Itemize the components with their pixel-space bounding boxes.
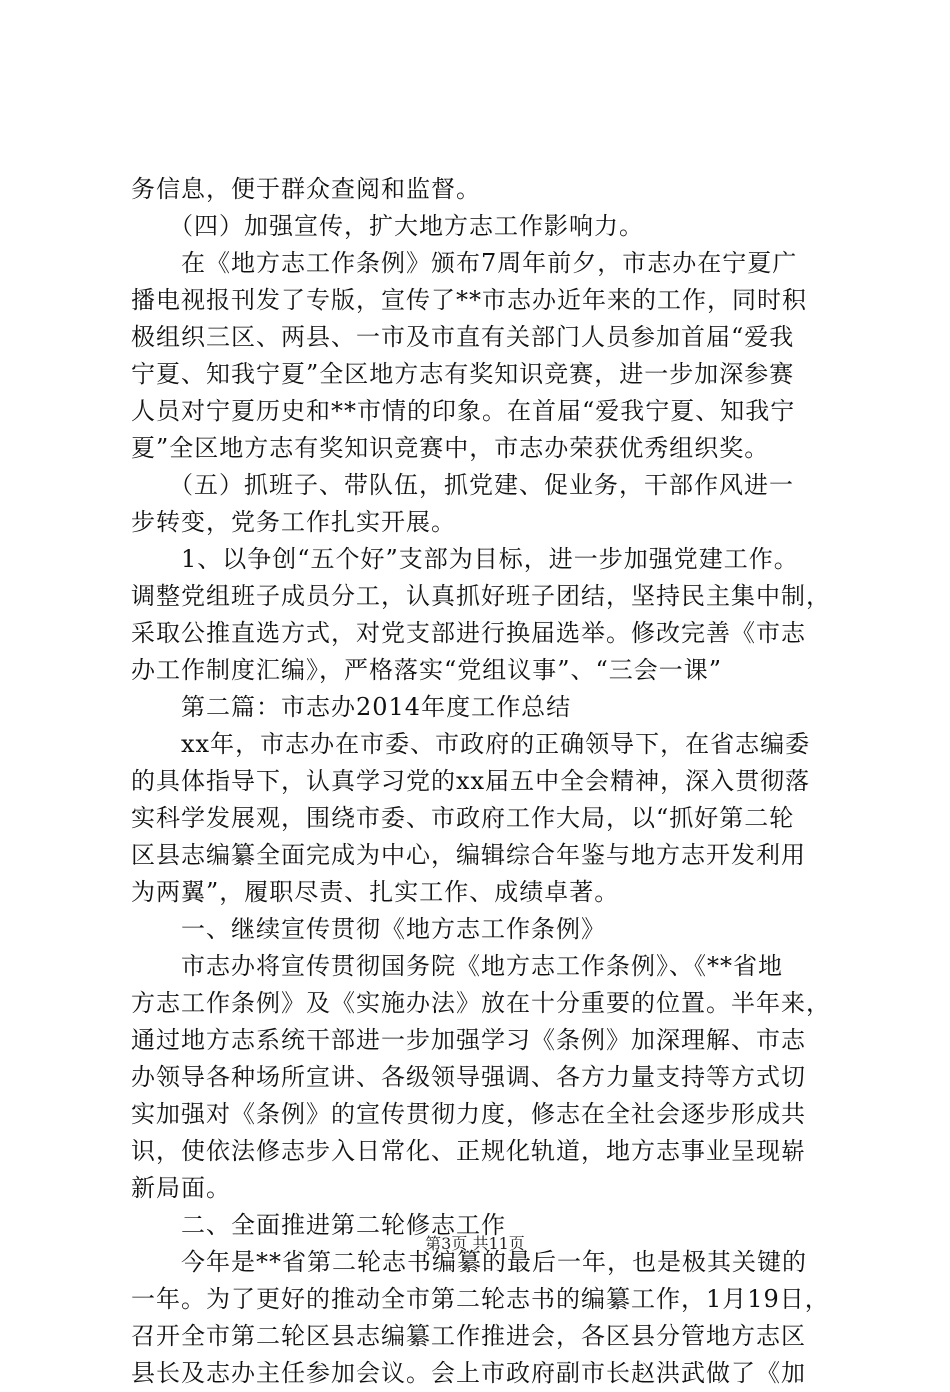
text-line: 的具体指导下，认真学习党的xx届五中全会精神，深入贯彻落 [131, 767, 811, 795]
text-line: 通过地方志系统干部进一步加强学习《条例》加深理解、市志 [131, 1026, 806, 1054]
text-line: 新局面。 [131, 1174, 231, 1202]
text-line: 区县志编纂全面完成为中心，编辑综合年鉴与地方志开发利用 [131, 841, 806, 869]
text-line: （五）抓班子、带队伍，抓党建、促业务，干部作风进一 [131, 471, 794, 499]
text-line: 办领导各种场所宣讲、各级领导强调、各方力量支持等方式切 [131, 1063, 806, 1091]
text-line: 调整党组班子成员分工，认真抓好班子团结，坚持民主集中制， [131, 582, 831, 610]
text-line: 市志办将宣传贯彻国务院《地方志工作条例》、《**省地 [131, 952, 783, 980]
text-line: （四）加强宣传，扩大地方志工作影响力。 [131, 212, 644, 240]
text-line: 第二篇：市志办2014年度工作总结 [131, 693, 572, 721]
text-line: 宁夏、知我宁夏”全区地方志有奖知识竞赛，进一步加深参赛 [131, 360, 795, 388]
text-line: 极组织三区、两县、一市及市直有关部门人员参加首届“爱我 [131, 323, 795, 351]
text-line: 识，使依法修志步入日常化、正规化轨道，地方志事业呈现崭 [131, 1137, 806, 1165]
text-line: 播电视报刊发了专版，宣传了**市志办近年来的工作，同时积 [131, 286, 807, 314]
text-line: xx年，市志办在市委、市政府的正确领导下，在省志编委 [131, 730, 811, 758]
text-line: 人员对宁夏历史和**市情的印象。在首届“爱我宁夏、知我宁 [131, 397, 796, 425]
text-line: 为两翼”，履职尽责、扎实工作、成绩卓著。 [131, 878, 620, 906]
text-line: 召开全市第二轮区县志编纂工作推进会，各区县分管地方志区 [131, 1322, 806, 1350]
text-line: 夏”全区地方志有奖知识竞赛中，市志办荣获优秀组织奖。 [131, 434, 770, 462]
text-line: 方志工作条例》及《实施办法》放在十分重要的位置。半年来， [131, 989, 831, 1017]
text-line: 办工作制度汇编》，严格落实“党组议事”、“三会一课” [131, 656, 723, 684]
text-line: 实加强对《条例》的宣传贯彻力度，修志在全社会逐步形成共 [131, 1100, 806, 1128]
text-line: 二、全面推进第二轮修志工作 [131, 1211, 506, 1239]
text-line: 县长及志办主任参加会议。会上市政府副市长赵洪武做了《加 [131, 1359, 806, 1387]
text-line: 1、以争创“五个好”支部为目标，进一步加强党建工作。 [131, 545, 799, 573]
text-line: 实科学发展观，围绕市委、市政府工作大局，以“抓好第二轮 [131, 804, 795, 832]
text-line: 一年。为了更好的推动全市第二轮志书的编纂工作，1月19日， [131, 1285, 830, 1313]
page-footer: 第3页 共11页 [425, 1234, 525, 1253]
document-body [131, 171, 831, 1392]
text-line: 务信息，便于群众查阅和监督。 [131, 175, 481, 203]
text-line: 采取公推直选方式，对党支部进行换届选举。修改完善《市志 [131, 619, 806, 647]
text-line: 今年是**省第二轮志书编纂的最后一年，也是极其关键的 [131, 1248, 807, 1276]
text-line: 在《地方志工作条例》颁布7周年前夕，市志办在宁夏广 [131, 249, 798, 277]
text-line: 步转变，党务工作扎实开展。 [131, 508, 456, 536]
text-line: 一、继续宣传贯彻《地方志工作条例》 [131, 915, 606, 943]
